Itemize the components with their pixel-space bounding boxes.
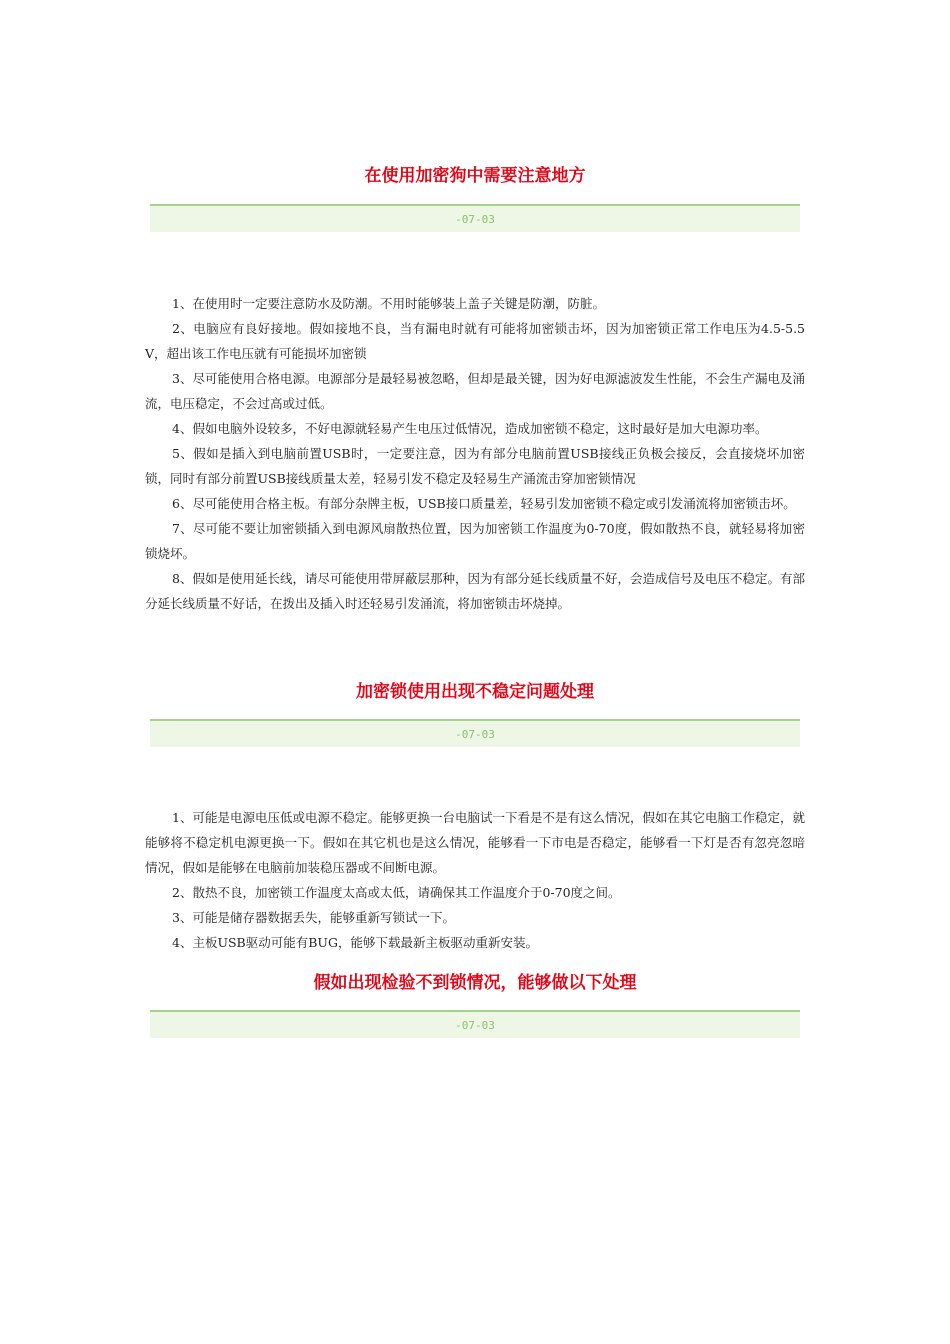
section-2-paragraph-4: 4、主板USB驱动可能有BUG，能够下载最新主板驱动重新安装。	[172, 935, 538, 950]
section-1-paragraph-2: 2、电脑应有良好接地。假如接地不良，当有漏电时就有可能将加密锁击坏，因为加密锁正常工作电压为4.5-5.5V，超出该工作电压就有可能损坏加密锁	[145, 321, 805, 361]
section-2-date-bar	[150, 719, 800, 747]
section-1-date-bar	[150, 204, 800, 232]
section-2-paragraph-2: 2、散热不良，加密锁工作温度太高或太低，请确保其工作温度介于0-70度之间。	[172, 885, 621, 900]
section-1-paragraph-5: 5、假如是插入到电脑前置USB时，一定要注意，因为有部分电脑前置USB接线正负极会接反，会直接烧坏加密锁，同时有部分前置USB接线质量太差，轻易引发不稳定及轻易生产涌流击穿加密锁情况	[145, 446, 805, 486]
section-3-date-bar	[150, 1010, 800, 1038]
section-1-paragraph-7: 7、尽可能不要让加密锁插入到电源风扇散热位置，因为加密锁工作温度为0-70度，假如散热不良，就轻易将加密锁烧坏。	[145, 521, 805, 561]
section-2-paragraph-1: 1、可能是电源电压低或电源不稳定。能够更换一台电脑试一下看是不是有这么情况，假如在其它电脑工作稳定，就能够将不稳定机电源更换一下。假如在其它机也是这么情况，能够看一下市电是否稳定，能够看一下灯是否有忽亮忽暗情况，假如是能够在电脑前加装稳压器或不间断电源。	[145, 810, 805, 875]
section-3-title: 假如出现检验不到锁情况，能够做以下处理	[313, 973, 637, 993]
section-2-date: -07-03	[455, 728, 495, 741]
section-2-paragraph-3: 3、可能是储存器数据丢失，能够重新写锁试一下。	[172, 910, 455, 925]
section-1-paragraph-4: 4、假如电脑外设较多，不好电源就轻易产生电压过低情况，造成加密锁不稳定，这时最好是加大电源功率。	[172, 421, 768, 436]
section-1-body	[145, 291, 805, 616]
section-3-date: -07-03	[455, 1019, 495, 1032]
section-1-date: -07-03	[455, 213, 495, 226]
section-1-paragraph-8: 8、假如是使用延长线，请尽可能使用带屏蔽层那种，因为有部分延长线质量不好，会造成信号及电压不稳定。有部分延长线质量不好话，在拨出及插入时还轻易引发涌流，将加密锁击坏烧掉。	[145, 571, 805, 611]
section-1-title: 在使用加密狗中需要注意地方	[364, 166, 586, 186]
section-2-title: 加密锁使用出现不稳定问题处理	[356, 682, 594, 702]
section-1-paragraph-3: 3、尽可能使用合格电源。电源部分是最轻易被忽略，但却是最关键，因为好电源滤波发生性能，不会生产漏电及涌流，电压稳定，不会过高或过低。	[145, 371, 805, 411]
section-1-paragraph-1: 1、在使用时一定要注意防水及防潮。不用时能够装上盖子关键是防潮，防脏。	[172, 296, 605, 311]
section-2-body	[145, 805, 805, 955]
section-1-paragraph-6: 6、尽可能使用合格主板。有部分杂牌主板，USB接口质量差，轻易引发加密锁不稳定或引发涌流将加密锁击坏。	[172, 496, 796, 511]
